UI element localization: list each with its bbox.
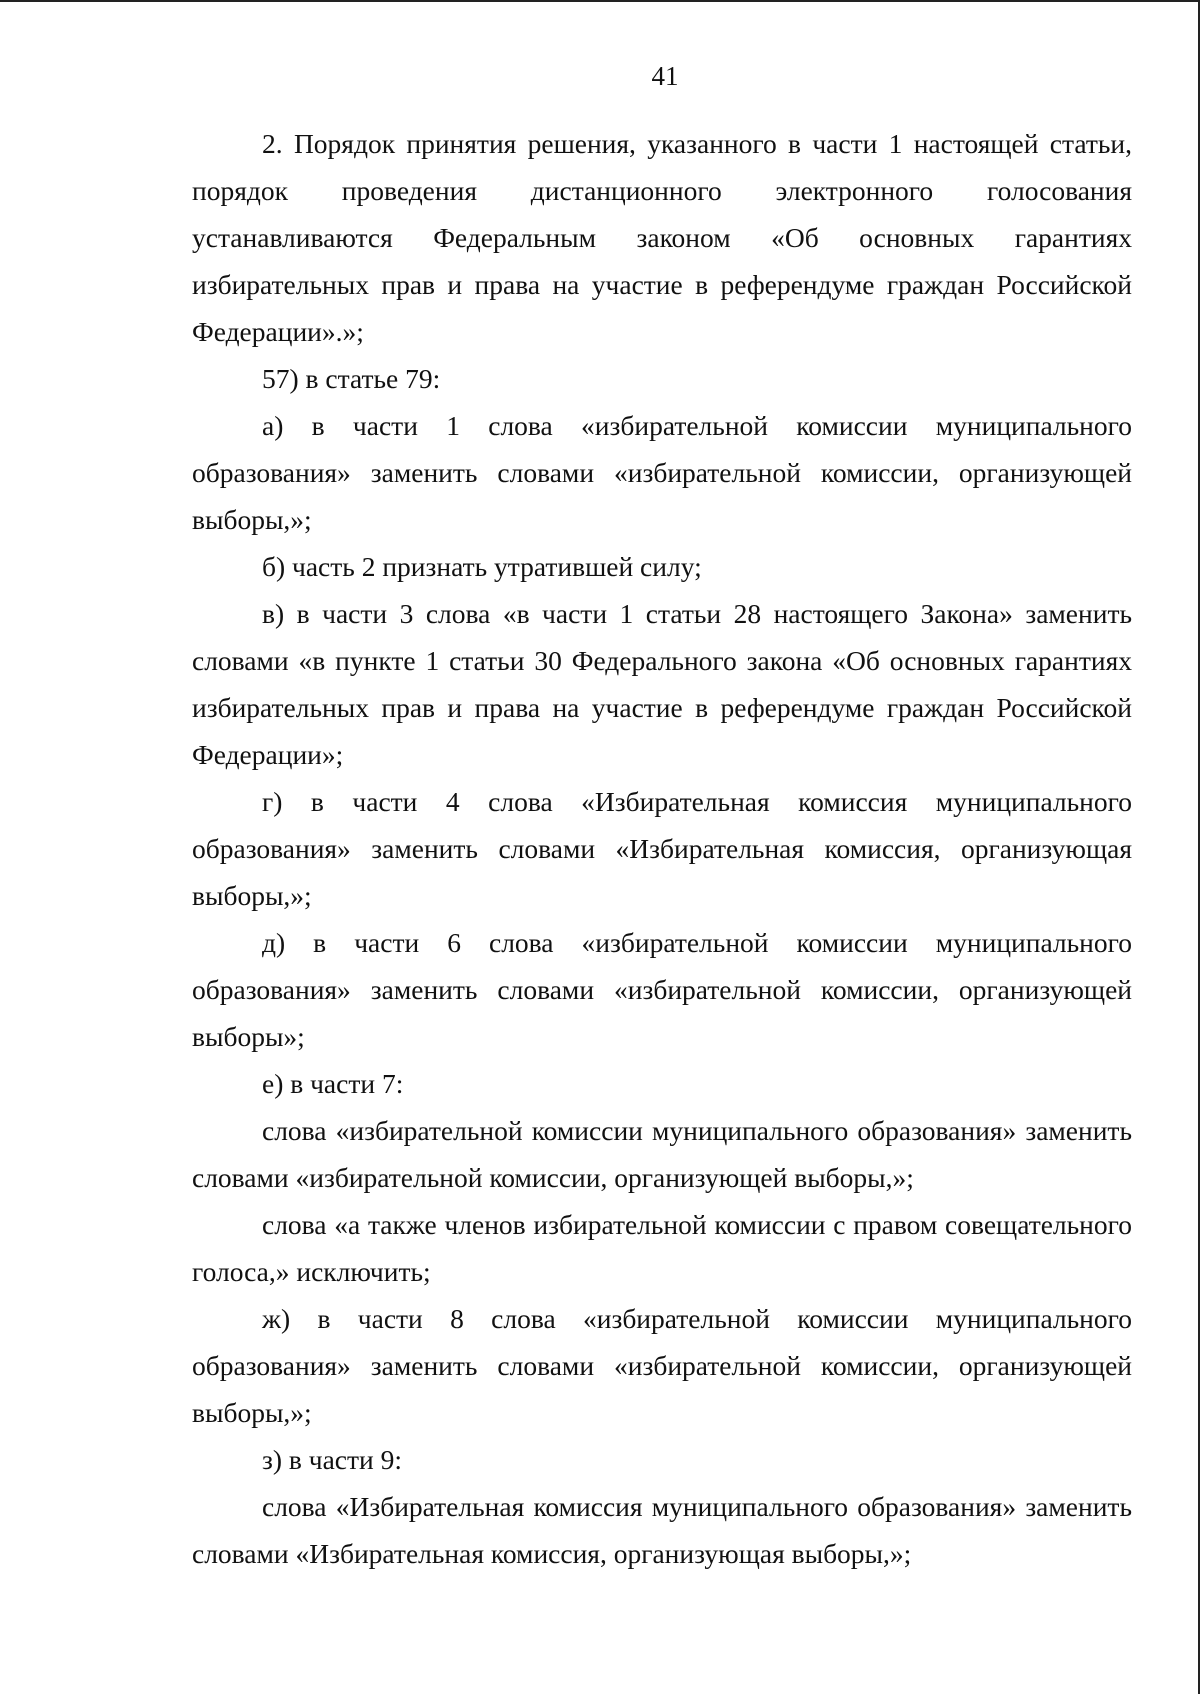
paragraph-subitem-z: з) в части 9: (262, 1444, 402, 1475)
document-body (192, 120, 1132, 1577)
page-number: 41 (651, 61, 679, 91)
scan-border-top (0, 0, 1200, 2)
paragraph-subitem-v: в) в части 3 слова «в части 1 статьи 28 настоящего Закона» заменить словами «в пункте 1 статьи 30 Федерального закона «Об основных гарантиях избирательных прав и права на участие в референдуме граждан Российской Федерации»; (192, 598, 1132, 770)
paragraph-subitem-d: д) в части 6 слова «избирательной комиссии муниципального образования» заменить словами «избирательной комиссии, организующей выборы»; (192, 927, 1132, 1052)
paragraph-subitem-e-words-1: слова «избирательной комиссии муниципального образования» заменить словами «избирательной комиссии, организующей выборы,»; (192, 1115, 1132, 1193)
paragraph-subitem-a: а) в части 1 слова «избирательной комиссии муниципального образования» заменить словами «избирательной комиссии, организующей выборы,»; (192, 410, 1132, 535)
paragraph-subitem-zh: ж) в части 8 слова «избирательной комиссии муниципального образования» заменить словами «избирательной комиссии, организующей выборы,»; (192, 1303, 1132, 1428)
paragraph-subitem-e-words-2: слова «а также членов избирательной комиссии с правом совещательного голоса,» исключить; (192, 1209, 1132, 1287)
paragraph-subitem-z-words: слова «Избирательная комиссия муниципального образования» заменить словами «Избирательная комиссия, организующая выборы,»; (192, 1491, 1132, 1569)
paragraph-subitem-g: г) в части 4 слова «Избирательная комиссия муниципального образования» заменить словами «Избирательная комиссия, организующая выборы,»; (192, 786, 1132, 911)
paragraph-item-57: 57) в статье 79: (262, 363, 441, 394)
paragraph-subitem-b: б) часть 2 признать утратившей силу; (262, 551, 702, 582)
paragraph-subitem-e: е) в части 7: (262, 1068, 404, 1099)
paragraph-part-2: 2. Порядок принятия решения, указанного в части 1 настоящей статьи, порядок проведения дистанционного электронного голосования устанавливаются Федеральным законом «Об основных гарантиях избирательных прав и права на участие в референдуме граждан Российской Федерации».»; (192, 128, 1132, 347)
